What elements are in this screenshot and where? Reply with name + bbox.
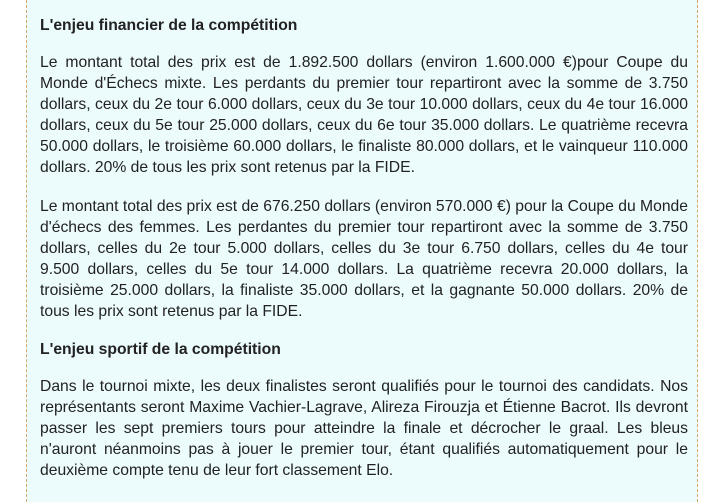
article-box bbox=[26, 0, 698, 502]
paragraph-prix-mixte: Le montant total des prix est de 1.892.500 dollars (environ 1.600.000 €)pour Coupe du Monde d'Échecs mixte. Les perdants du premier tour repartiront avec la somme de 3.750 dollars, ceux du 2e tour 6.000 dollars, ceux du 3e tour 10.000 dollars, ceux du 4e tour 16.000 dollars, ceux du 5e tour 25.000 dollars, ceux du 6e tour 35.000 dollars. Le quatrième recevra 50.000 dollars, le troisième 60.000 dollars, le finaliste 80.000 dollars, et le vainqueur 110.000 dollars. 20% de tous les prix sont retenus par la FIDE. bbox=[40, 54, 688, 177]
paragraph-prix-femmes: Le montant total des prix est de 676.250 dollars (environ 570.000 €) pour la Coupe du Monde d'échecs des femmes. Les perdantes du premier tour repartiront avec la somme de 3.750 dollars, celles du 2e tour 5.000 dollars, celles du 3e tour 6.750 dollars, celles du 4e tour 9.500 dollars, celles du 5e tour 14.000 dollars. La quatrième recevra 20.000 dollars, la troisième 25.000 dollars, la finaliste 35.000 dollars, et la gagnante 50.000 dollars. 20% de tous les prix sont retenus par la FIDE. bbox=[40, 198, 688, 321]
heading-enjeu-sportif: L'enjeu sportif de la compétition bbox=[40, 341, 281, 358]
heading-enjeu-financier: L'enjeu financier de la compétition bbox=[40, 17, 298, 34]
paragraph-enjeu-sportif: Dans le tournoi mixte, les deux finalistes seront qualifiés pour le tournoi des candidats. Nos représentants seront Maxime Vachier-Lagrave, Alireza Firouzja et Étienne Bacrot. Ils devront passer les sept premiers tours pour atteindre la finale et décrocher le graal. Les bleus n'auront néanmoins pas à jouer le premier tour, étant qualifiés automatiquement pour le deuxième compte tenu de leur fort classement Elo. bbox=[40, 378, 688, 480]
